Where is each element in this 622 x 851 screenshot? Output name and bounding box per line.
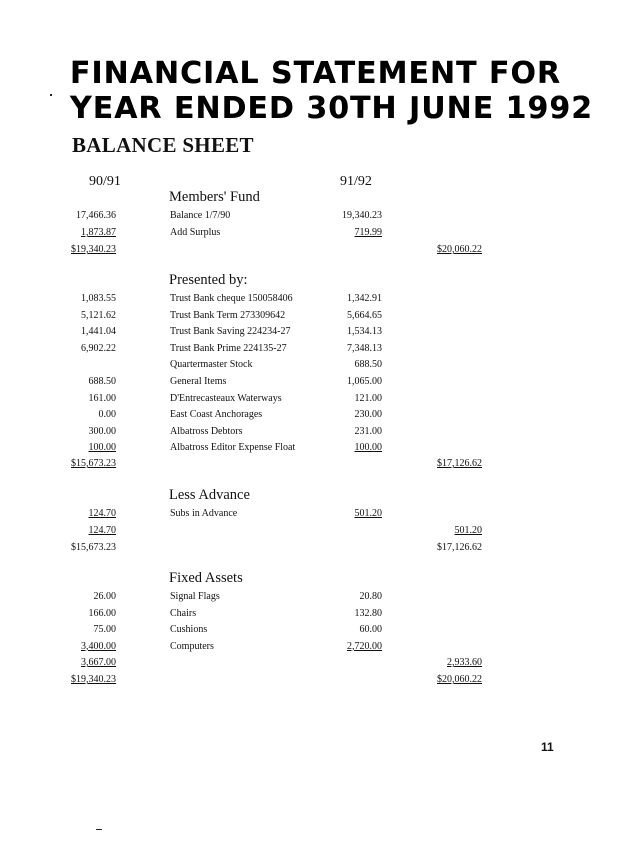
cell-label: Albatross Debtors	[170, 425, 243, 437]
cell-label: Chairs	[170, 607, 197, 619]
fixed-total-prev: $19,340.23	[71, 674, 116, 685]
fixed-total-curr: $20,060.22	[437, 674, 482, 685]
cell-label: Signal Flags	[170, 591, 220, 602]
cell-prev: 26.00	[93, 591, 116, 602]
column-header-prev: 90/91	[89, 174, 121, 189]
cell-curr: 19,340.23	[342, 210, 382, 221]
scan-speck	[96, 829, 102, 830]
fixed-sub-prev: 3,667.00	[81, 657, 116, 668]
cell-label: Add Surplus	[170, 227, 221, 238]
cell-curr: 2,720.00	[347, 640, 382, 652]
column-header-curr: 91/92	[340, 174, 372, 189]
cell-curr: 230.00	[354, 409, 382, 421]
cell-prev: 300.00	[88, 425, 116, 437]
cell-curr: 20.80	[359, 591, 382, 602]
cell-prev: 6,902.22	[81, 342, 116, 354]
cell-curr: 121.00	[354, 392, 382, 404]
cell-label: Subs in Advance	[170, 508, 238, 519]
cell-prev: 688.50	[88, 376, 116, 387]
less-advance-sub-curr: 501.20	[454, 525, 482, 536]
presented-total-curr: $17,126.62	[437, 458, 482, 469]
cell-label: Balance 1/7/90	[170, 210, 231, 221]
less-advance-sub-prev: 124.70	[88, 525, 116, 536]
less-advance-total-prev: $15,673.23	[71, 542, 116, 553]
cell-prev: 3,400.00	[81, 640, 116, 652]
cell-label: Quartermaster Stock	[170, 359, 253, 371]
cell-curr: 100.00	[354, 442, 382, 454]
cell-prev: 161.00	[88, 392, 116, 404]
scan-speck	[50, 94, 52, 96]
page-heading: BALANCE SHEET	[72, 133, 254, 157]
page-number: 11	[541, 740, 554, 754]
presented-total-prev: $15,673.23	[71, 458, 116, 469]
cell-label: Trust Bank Term 273309642	[170, 309, 286, 321]
cell-label: Cushions	[170, 624, 208, 636]
cell-prev: 0.00	[98, 409, 116, 421]
cell-curr: 1,342.91	[347, 293, 382, 304]
title-line-2: YEAR ENDED 30TH JUNE 1992	[70, 91, 594, 126]
cell-label: Trust Bank Prime 224135-27	[170, 342, 287, 354]
cell-label: Computers	[170, 640, 214, 652]
title-line-1: FINANCIAL STATEMENT FOR	[70, 56, 562, 91]
cell-label: Trust Bank cheque 150058406	[170, 293, 293, 304]
less-advance-total-curr: $17,126.62	[437, 542, 482, 553]
cell-curr: 60.00	[359, 624, 382, 636]
cell-prev: 5,121.62	[81, 309, 116, 321]
cell-label: D'Entrecasteaux Waterways	[170, 392, 282, 404]
section-fixed-assets: Fixed Assets	[169, 570, 243, 586]
fixed-sub-curr: 2,933.60	[447, 657, 482, 668]
cell-curr: 132.80	[354, 607, 382, 619]
section-members-fund: Members' Fund	[169, 189, 260, 205]
cell-prev: 17,466.36	[76, 210, 116, 221]
section-presented-by: Presented by:	[169, 272, 248, 288]
cell-curr: 688.50	[354, 359, 382, 371]
cell-prev: 75.00	[93, 624, 116, 636]
cell-prev: 1,441.04	[81, 326, 116, 338]
cell-label: General Items	[170, 376, 227, 387]
cell-curr: 1,534.13	[347, 326, 382, 338]
cell-label: Trust Bank Saving 224234-27	[170, 326, 291, 338]
cell-curr: 719.99	[354, 227, 382, 238]
section-less-advance: Less Advance	[169, 487, 250, 503]
cell-curr: 231.00	[354, 425, 382, 437]
members-fund-total-prev: $19,340.23	[71, 244, 116, 255]
members-fund-total-curr: $20,060.22	[437, 244, 482, 255]
cell-label: East Coast Anchorages	[170, 409, 263, 421]
cell-label: Albatross Editor Expense Float	[170, 442, 296, 454]
cell-prev: 124.70	[88, 508, 116, 519]
cell-prev: 1,083.55	[81, 293, 116, 304]
cell-prev: 166.00	[88, 607, 116, 619]
cell-curr: 5,664.65	[347, 309, 382, 321]
cell-prev: 1,873.87	[81, 227, 116, 238]
cell-curr: 501.20	[354, 508, 382, 519]
cell-prev: 100.00	[88, 442, 116, 454]
cell-curr: 7,348.13	[347, 342, 382, 354]
cell-curr: 1,065.00	[347, 376, 382, 387]
